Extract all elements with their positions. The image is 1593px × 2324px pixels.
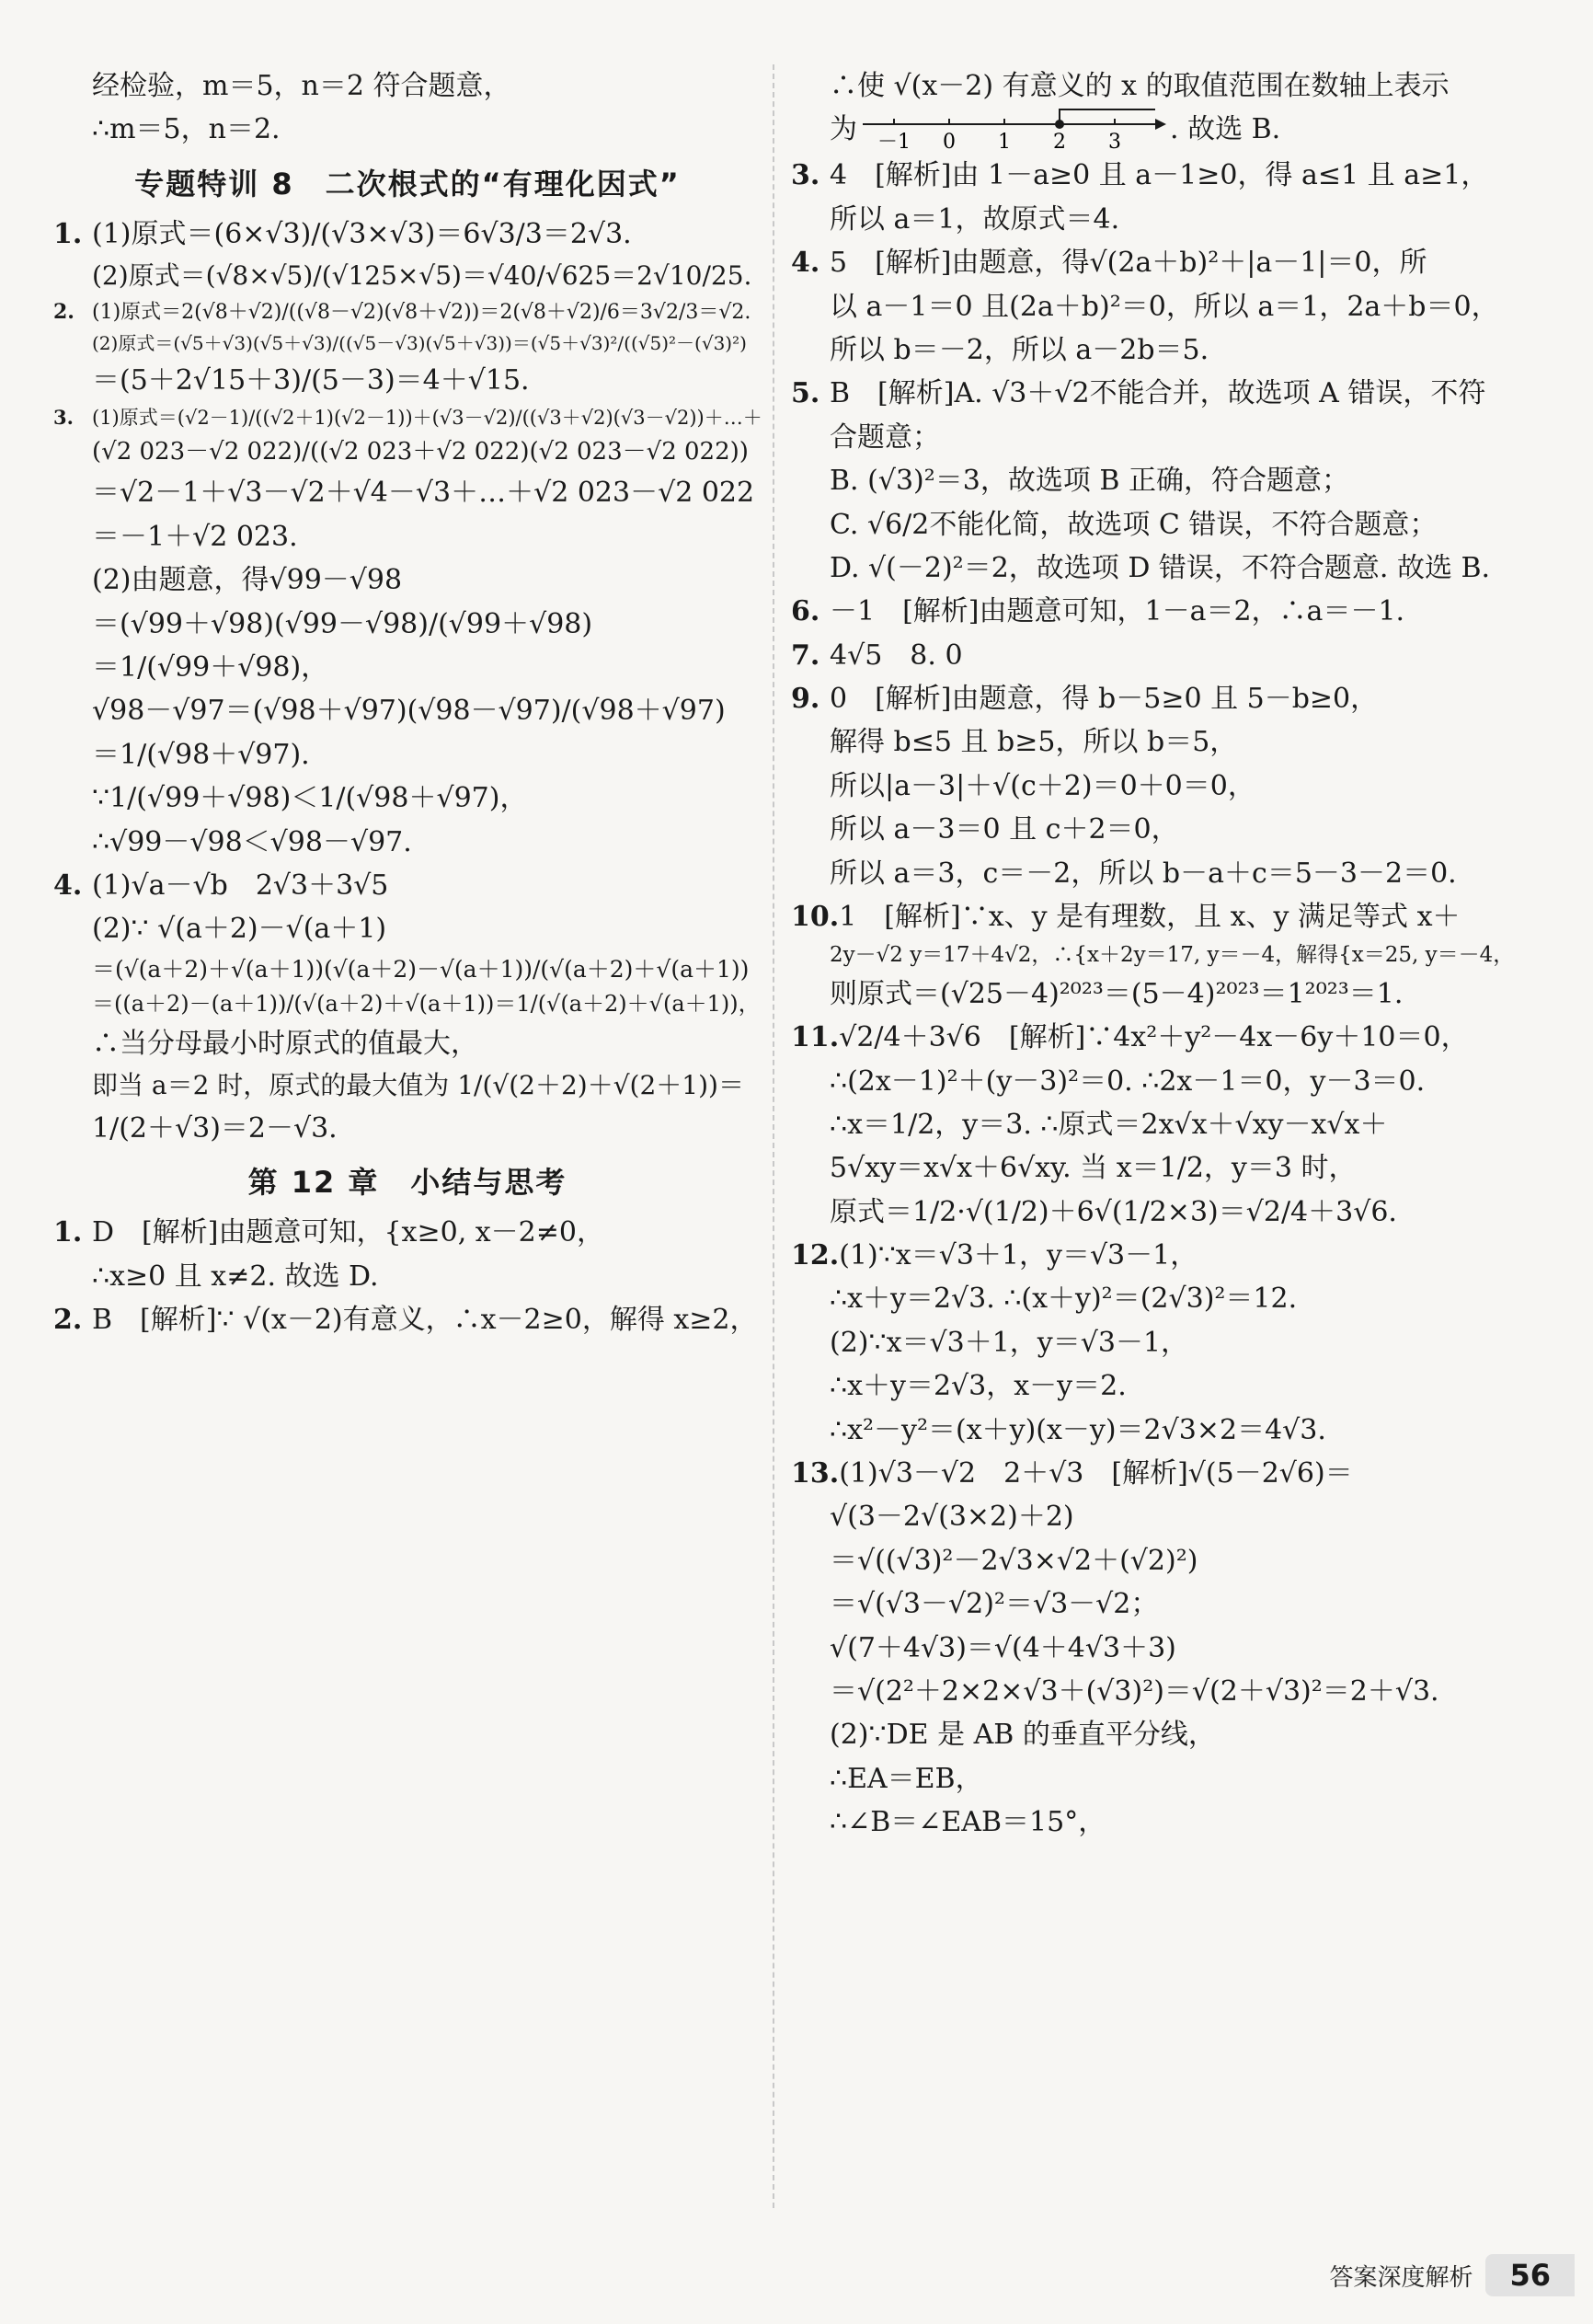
number-line-tick-label: 1 — [998, 131, 1011, 155]
line-text: ∴x＝1/2，y＝3. ∴原式＝2x√x＋√xy－x√x＋ — [830, 1108, 1388, 1141]
line-text: (1)∵x＝√3＋1，y＝√3－1， — [839, 1239, 1198, 1272]
answer-line — [791, 1495, 1508, 1538]
item-number: 9. — [791, 683, 820, 716]
line-text: ∴m＝5，n＝2. — [92, 113, 281, 146]
answer-line — [53, 689, 762, 732]
answer-item — [53, 402, 762, 433]
line-text: ＝√(2²＋2×2×√3＋(√3)²)＝√(2＋√3)²＝2＋√3. — [830, 1675, 1439, 1708]
answer-line — [53, 1107, 762, 1150]
answer-line — [791, 1277, 1508, 1320]
line-text: －1 [解析]由题意可知，1－a＝2，∴a＝－1. — [830, 595, 1405, 628]
line-text: √(3－2√(3×2)＋2) — [830, 1501, 1074, 1534]
line-text: D [解析]由题意可知，{x≥0, x－2≠0， — [92, 1216, 604, 1249]
line-text: 则原式＝(√25－4)²⁰²³＝(5－4)²⁰²³＝1²⁰²³＝1. — [830, 977, 1404, 1010]
answer-line — [53, 256, 762, 296]
answer-item — [53, 213, 762, 256]
item-number: 2. — [53, 300, 74, 325]
line-text: (1)√a－√b 2√3＋3√5 — [92, 869, 389, 902]
line-text: ∴当分母最小时原式的值最大， — [92, 1028, 478, 1061]
line-text: ∴∠B＝∠EAB＝15°， — [830, 1806, 1106, 1839]
line-text: ＝√((√3)²－2√3×√2＋(√2)²) — [830, 1544, 1198, 1577]
number-line-tick-label: －1 — [877, 131, 911, 155]
answer-line — [53, 558, 762, 602]
answer-line — [791, 765, 1508, 808]
answer-line — [53, 907, 762, 950]
line-text: ＝(√(a＋2)＋√(a＋1))(√(a＋2)－√(a＋1))/(√(a＋2)＋√(a＋1)) — [92, 955, 750, 983]
number-line-arrow — [1155, 119, 1166, 130]
line-text: 4√5 8. 0 — [830, 639, 963, 672]
number-line-tick-label: 0 — [943, 131, 956, 155]
item-number: 11. — [791, 1021, 840, 1054]
answer-item — [791, 895, 1508, 938]
item-number: 3. — [53, 406, 74, 430]
line-text: ＝√(√3－√2)²＝√3－√2； — [830, 1588, 1159, 1621]
line-text: (√2 023－√2 022)/((√2 023＋√2 022)(√2 023－√2 022)) — [92, 438, 749, 466]
answer-line — [53, 1022, 762, 1065]
answer-line — [791, 1409, 1508, 1452]
answer-item — [791, 154, 1508, 197]
line-text: ∴x²－y²＝(x＋y)(x－y)＝2√3×2＝4√3. — [830, 1413, 1326, 1446]
answer-line — [791, 328, 1508, 372]
answer-line — [791, 808, 1508, 851]
item-number: 3. — [791, 159, 820, 192]
line-text: ＝1/(√99＋√98)， — [92, 650, 329, 684]
answer-line — [791, 1539, 1508, 1582]
item-number: 4. — [791, 247, 820, 280]
line-text: (1)原式＝2(√8＋√2)/((√8－√2)(√8＋√2))＝2(√8＋√2)/6＝3√2/3＝√2. — [92, 301, 751, 325]
item-number: 5. — [791, 377, 820, 410]
item-number: 1. — [53, 217, 83, 250]
answer-line — [791, 108, 1508, 154]
answer-line — [53, 108, 762, 151]
answer-line — [53, 329, 762, 359]
line-text: (2)由题意，得√99－√98 — [92, 564, 403, 597]
line-text: 解得 b≤5 且 b≥5，所以 b＝5， — [830, 726, 1238, 759]
line-text: 所以 a＝1，故原式＝4. — [830, 202, 1120, 236]
number-line-suffix: . 故选 B. — [1170, 113, 1281, 146]
line-text: 所以 a－3＝0 且 c＋2＝0， — [830, 813, 1179, 846]
answer-line — [53, 515, 762, 558]
line-text: ∴√99－√98＜√98－√97. — [92, 825, 412, 858]
column-divider — [773, 64, 774, 2208]
line-text: √(7＋4√3)＝√(4＋4√3＋3) — [830, 1631, 1176, 1664]
line-text: (1)原式＝(√2－1)/((√2＋1)(√2－1))＋(√3－√2)/((√3＋√2)(√3－√2))＋…＋ — [92, 407, 762, 430]
answer-line — [791, 1191, 1508, 1234]
answer-line — [791, 938, 1515, 972]
line-text: ＝1/(√98＋√97). — [92, 738, 310, 771]
answer-line — [53, 646, 762, 689]
answer-line — [53, 777, 762, 820]
item-number: 4. — [53, 869, 83, 902]
line-text: 所以 b＝－2，所以 a－2b＝5. — [830, 333, 1209, 366]
line-text: 即当 a＝2 时，原式的最大值为 1/(√(2＋2)＋√(2＋1))＝ — [92, 1070, 744, 1101]
line-text: (2)原式＝(√8×√5)/(√125×√5)＝√40/√625＝2√10/25. — [92, 260, 752, 292]
number-line — [857, 108, 1170, 154]
line-text: (1)原式＝(6×√3)/(√3×√3)＝6√3/3＝2√3. — [92, 217, 632, 250]
answer-line — [53, 433, 762, 471]
answer-item — [791, 1234, 1508, 1277]
line-text: 所以 a＝3，c＝－2，所以 b－a＋c＝5－3－2＝0. — [830, 857, 1457, 890]
answer-item — [791, 1452, 1508, 1495]
number-line-row — [830, 113, 1281, 155]
line-text: ＝－1＋√2 023. — [92, 520, 298, 553]
answer-line — [53, 359, 762, 402]
line-text: 以 a－1＝0 且(2a＋b)²＝0，所以 a＝1，2a＋b＝0， — [830, 290, 1499, 323]
line-text: ∵1/(√99＋√98)＜1/(√98＋√97)， — [92, 782, 528, 815]
section-title: 专题特训 8 二次根式的“有理化因式” — [134, 166, 681, 201]
answer-item — [791, 677, 1508, 720]
line-text: ∴x＋y＝2√3. ∴(x＋y)²＝(2√3)²＝12. — [830, 1283, 1298, 1316]
answer-line — [791, 198, 1508, 241]
number-line-tick-label: 3 — [1108, 131, 1121, 155]
answer-line — [791, 1713, 1508, 1756]
line-text: ∴(2x－1)²＋(y－3)²＝0. ∴2x－1＝0，y－3＝0. — [830, 1064, 1426, 1098]
line-text: √2/4＋3√6 [解析]∵4x²＋y²－4x－6y＋10＝0， — [839, 1021, 1469, 1054]
line-text: ＝(5＋2√15＋3)/(5－3)＝4＋√15. — [92, 363, 530, 397]
answer-line — [791, 1801, 1508, 1844]
line-text: (1)√3－√2 2＋√3 [解析]√(5－2√6)＝ — [839, 1457, 1353, 1490]
answer-line — [53, 821, 762, 864]
line-text: 2y－√2 y＝17＋4√2，∴{x＋2y＝17, y＝－4，解得{x＝25, y＝－4， — [830, 943, 1515, 968]
line-text: 4 [解析]由 1－a≥0 且 a－1≥0，得 a≤1 且 a≥1， — [830, 159, 1489, 192]
line-text: D. √(－2)²＝2，故选项 D 错误，不符合题意. 故选 B. — [830, 551, 1491, 584]
line-text: (2)∵x＝√3＋1，y＝√3－1， — [830, 1326, 1189, 1359]
line-text: ＝√2－1＋√3－√2＋√4－√3＋…＋√2 023－√2 022 — [92, 477, 755, 510]
line-text: B [解析]∵ √(x－2)有意义，∴x－2≥0，解得 x≥2， — [92, 1303, 758, 1336]
line-text: (2)∵DE 是 AB 的垂直平分线， — [830, 1719, 1216, 1752]
line-text: 1 [解析]∵x、y 是有理数，且 x、y 满足等式 x＋ — [839, 901, 1461, 934]
number-line-solution-ray — [1060, 109, 1155, 124]
answer-line — [791, 1364, 1508, 1408]
line-text: ＝(√99＋√98)(√99－√98)/(√99＋√98) — [92, 607, 593, 640]
line-text: 所以|a－3|＋√(c＋2)＝0＋0＝0， — [830, 769, 1255, 802]
answer-item — [53, 1298, 762, 1341]
answer-line — [53, 951, 762, 988]
answer-line — [791, 1757, 1508, 1801]
line-text: 5√xy＝x√x＋6√xy. 当 x＝1/2，y＝3 时， — [830, 1152, 1357, 1185]
line-text: 原式＝1/2·√(1/2)＋6√(1/2×3)＝√2/4＋3√6. — [830, 1195, 1397, 1228]
number-line-tick-label: 2 — [1053, 131, 1066, 155]
line-text: (2)原式＝(√5＋√3)(√5＋√3)/((√5－√3)(√5＋√3))＝(√5＋√3)²/((√5)²－(√3)²) — [92, 332, 747, 355]
answer-item — [791, 590, 1508, 633]
line-text: C. √6/2不能化简，故选项 C 错误，不符合题意； — [830, 508, 1438, 541]
line-text: ＝((a＋2)－(a＋1))/(√(a＋2)＋√(a＋1))＝1/(√(a＋2)＋√(a＋1))， — [92, 991, 761, 1018]
answer-line — [791, 1103, 1508, 1146]
item-number: 1. — [53, 1216, 83, 1249]
line-text: √98－√97＝(√98＋√97)(√98－√97)/(√98＋√97) — [92, 695, 726, 728]
answer-line — [791, 503, 1508, 546]
footer-label: 答案深度解析 — [1329, 2263, 1473, 2292]
item-number: 6. — [791, 595, 820, 628]
answer-item — [791, 634, 1508, 677]
answer-line — [791, 1321, 1508, 1364]
line-text: ∴使 √(x－2) 有意义的 x 的取值范围在数轴上表示 — [830, 70, 1450, 102]
answer-line — [791, 1627, 1508, 1670]
answer-line — [791, 1060, 1508, 1103]
answer-line — [53, 64, 762, 108]
answer-line — [53, 987, 762, 1022]
line-text: 1/(2＋√3)＝2－√3. — [92, 1111, 338, 1145]
line-text: 5 [解析]由题意，得√(2a＋b)²＋|a－1|＝0，所 — [830, 247, 1427, 280]
line-text: ∴x＋y＝2√3，x－y＝2. — [830, 1370, 1127, 1403]
answer-line — [791, 852, 1508, 895]
line-text: B. (√3)²＝3，故选项 B 正确，符合题意； — [830, 465, 1349, 498]
item-number: 12. — [791, 1239, 840, 1272]
line-text: (2)∵ √(a＋2)－√(a＋1) — [92, 913, 387, 946]
answer-item — [53, 1211, 762, 1254]
item-number: 7. — [791, 639, 820, 672]
answer-line — [791, 285, 1508, 328]
answer-line — [791, 64, 1508, 108]
answer-item — [791, 372, 1508, 415]
answer-item — [53, 864, 762, 907]
answer-line — [53, 603, 762, 646]
left-column — [53, 64, 762, 1341]
right-column — [791, 64, 1515, 1845]
item-number: 10. — [791, 901, 840, 934]
answer-item — [791, 1016, 1508, 1059]
answer-item — [53, 296, 762, 329]
number-line-prefix: 为 — [830, 113, 857, 146]
line-text: 合题意； — [830, 420, 940, 454]
answer-line — [791, 416, 1508, 459]
chapter-title: 第 12 章 小结与思考 — [247, 1165, 567, 1201]
line-text: ∴EA＝EB， — [830, 1762, 983, 1795]
answer-line — [791, 1146, 1508, 1190]
line-text: B [解析]A. √3＋√2不能合并，故选项 A 错误，不符 — [830, 377, 1486, 410]
line-text: 经检验，m＝5，n＝2 符合题意， — [92, 70, 511, 102]
answer-line — [53, 471, 762, 514]
answer-line — [53, 1255, 762, 1298]
answer-line — [53, 1065, 762, 1106]
item-number: 2. — [53, 1303, 83, 1336]
page-number: 56 — [1485, 2254, 1575, 2296]
answer-line — [791, 720, 1508, 764]
answer-line — [53, 733, 762, 777]
item-number: 13. — [791, 1457, 840, 1490]
line-text: 0 [解析]由题意，得 b－5≥0 且 5－b≥0， — [830, 683, 1379, 716]
page-footer — [1329, 2254, 1575, 2296]
answer-line — [791, 972, 1508, 1016]
line-text: ∴x≥0 且 x≠2. 故选 D. — [92, 1260, 379, 1293]
answer-line — [791, 1582, 1508, 1626]
answer-line — [791, 1670, 1508, 1713]
answer-item — [791, 241, 1508, 284]
answer-line — [791, 459, 1508, 502]
answer-line — [791, 546, 1508, 590]
